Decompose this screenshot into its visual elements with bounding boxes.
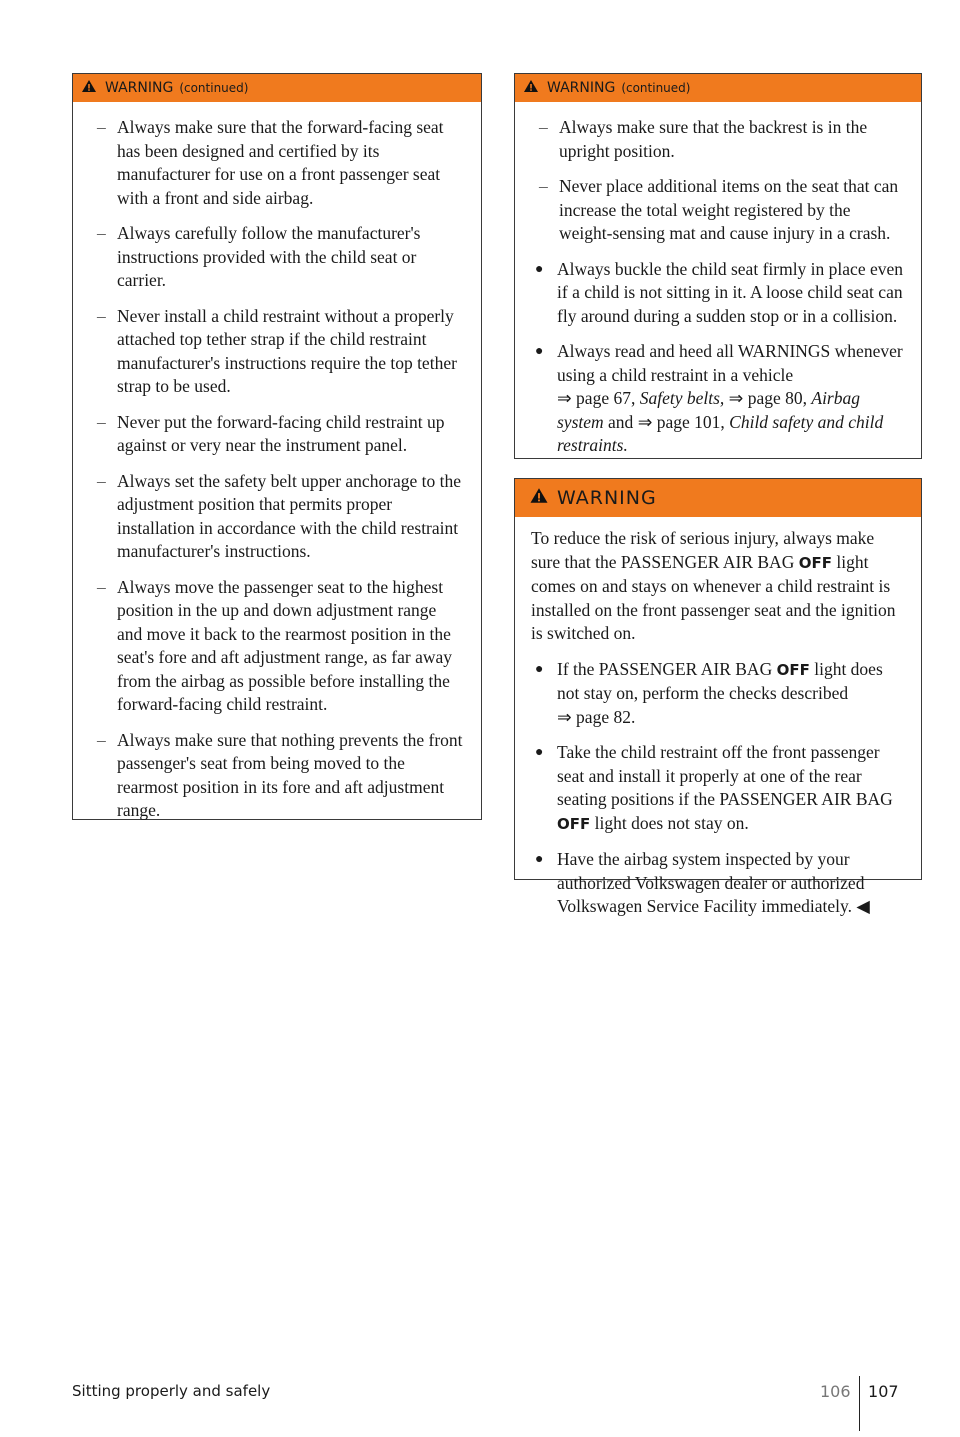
page-ref: page 67, (576, 388, 636, 408)
warning-box-right-continued (514, 73, 922, 459)
arrow-right-icon: ⇒ (728, 388, 744, 408)
warning-triangle-icon (529, 487, 549, 509)
bullet-icon: ● (535, 261, 544, 277)
warning-box-left (72, 73, 482, 820)
list-item: – Never put the forward-facing child restraint up against or very near the instrument panel. (97, 411, 445, 455)
warning-title: WARNING (105, 80, 174, 96)
list-item: – Always make sure that the backrest is in the upright position. (539, 117, 868, 161)
list-item: – Never place additional items on the seat that can increase the total weight registered by the weight-sensing mat and cause injury in a crash. (539, 176, 899, 243)
bullet-icon: ● (535, 745, 544, 760)
page-ref: page 101, (656, 411, 725, 432)
bullet-item: ● If the PASSENGER AIR BAG OFF light does not stay on, perform the checks described ⇒ page 82. (535, 658, 883, 727)
warning-box-right (514, 478, 922, 916)
arrow-right-icon: ⇒ (637, 411, 653, 432)
arrow-right-icon: ⇒ (557, 388, 572, 408)
warning-header (515, 479, 921, 517)
end-mark-icon: ◀ (856, 896, 870, 916)
list-item: – Never install a child restraint without a properly attached top tether strap if the child restraint manufacturer's instructions require the top tether strap to be used. (97, 305, 457, 396)
bullet-item: ● Always buckle the child seat firmly in place even if a child is not sitting in it. A loose child seat can fly around during a sudden stop or in a collision. (535, 258, 903, 326)
list-item: – Always make sure that the forward-facing seat has been designed and certified by its manufacturer for use on a front passenger seat with a front and side airbag. (97, 117, 444, 208)
ref-title: Airbag system (557, 388, 860, 432)
bullet-item: ● Take the child restraint off the front passenger seat and install it properly at one of the rear seating positions if the PASSENGER AIR BAG OFF light does not stay on. (535, 742, 893, 833)
page-divider (859, 1376, 861, 1431)
ref-title: Safety belts, (639, 388, 725, 408)
page-numbers (820, 1376, 899, 1431)
page-number-right: 107 (868, 1382, 899, 1401)
warning-triangle-icon (523, 79, 539, 97)
list-item: – Always carefully follow the manufacturer's instructions provided with the child seat or carrier. (97, 223, 421, 290)
warning-title: WARNING (547, 80, 616, 96)
off-label: OFF (776, 660, 810, 679)
list-item: – Always set the safety belt upper anchorage to the adjustment position that permits proper installation in accordance with the child restraint manufacturer's instructions. (97, 470, 462, 561)
bullet-icon: ● (535, 852, 544, 867)
bullet-item: ● Always read and heed all WARNINGS whenever using a child restraint in a vehicle ⇒ page 67, Safety belts, ⇒ page 80, Airbag system and ⇒ page 101, Child safety and child restraints. (535, 341, 903, 455)
off-label: OFF (798, 553, 832, 572)
bullet-item: ● Have the airbag system inspected by your authorized Volkswagen dealer or authorized Volkswagen Service Facility immediately. ◀ (535, 849, 870, 916)
warning-triangle-icon (81, 79, 97, 97)
warning-intro: To reduce the risk of serious injury, always make sure that the PASSENGER AIR BAG OFF light comes on and stays on whenever a child restraint is installed on the front passenger seat and the ignition is switched on. (531, 528, 896, 643)
warning-title: WARNING (557, 487, 657, 509)
list-item: – Always move the passenger seat to the highest position in the up and down adjustment range and move it back to the rearmost position in the seat's fore and aft adjustment range, as far away from the airbag as possible before installing the forward-facing child restraint. (97, 576, 453, 714)
arrow-right-icon: ⇒ (557, 706, 572, 727)
off-label: OFF (557, 814, 591, 833)
footer-section-title: Sitting properly and safely (72, 1382, 271, 1400)
warning-continued: (continued) (179, 81, 249, 95)
ref-title: Child safety and child restraints. (557, 411, 884, 455)
page-number-left: 106 (820, 1382, 851, 1401)
warning-continued: (continued) (621, 81, 691, 95)
bullet-icon: ● (535, 661, 544, 677)
page-ref: page 80, (747, 388, 807, 408)
page-ref: page 82. (576, 706, 636, 727)
list-item: – Always make sure that nothing prevents the front passenger's seat from being moved to the rearmost position in its fore and aft adjustment range. (97, 729, 463, 820)
warning-header (73, 74, 481, 102)
warning-header (515, 74, 921, 102)
bullet-icon: ● (535, 344, 544, 359)
